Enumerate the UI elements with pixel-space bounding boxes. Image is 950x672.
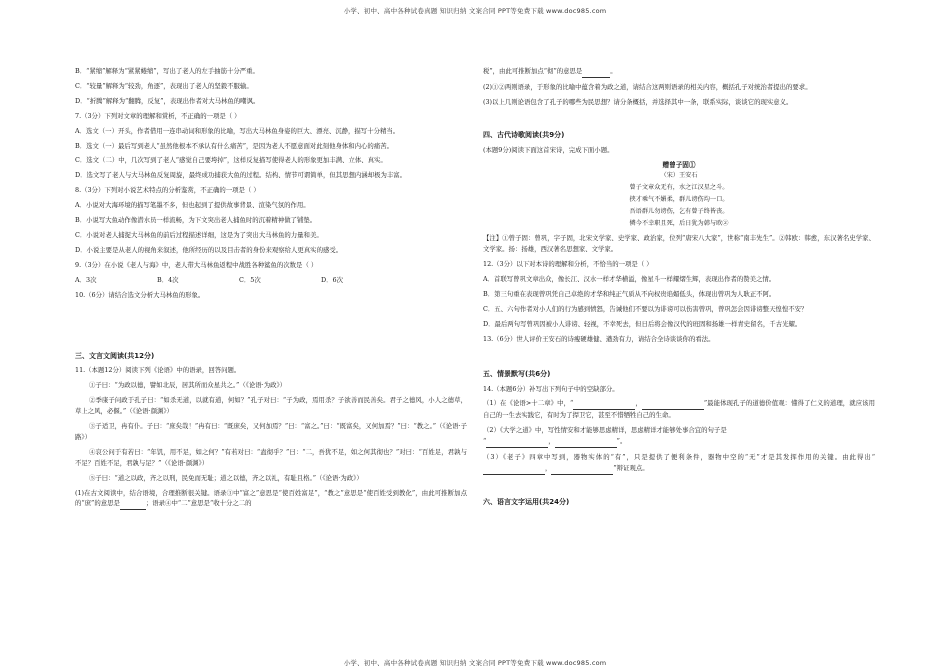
q11-sub1-text-c: 税”，由此可推断加点“彻”的意思是 — [483, 67, 583, 75]
answer-blank[interactable] — [573, 398, 635, 410]
q14-item-2 — [483, 425, 875, 448]
q11-sub2: (2)①②两则语录，于形象的比喻中蕴含着为政之道，请结合这两则语录的相关内容，概括孔子对统治者提出的要求。 — [483, 82, 812, 91]
q9-option-b: B．4次 — [157, 275, 179, 284]
q14-item-2-text-a: （2）《大学之道》中，写性情安和才能够思虑精详，思虑精详才能够处事合宜的句子是 — [483, 426, 727, 435]
q9-options — [75, 275, 467, 286]
q14-item-1-text-b: ， — [635, 399, 642, 408]
q6-option-d: D．“折腾”解释为“翻腾，反复”，表现出作者对大马林鱼的嘲讽。 — [75, 96, 260, 105]
q14-item-3 — [483, 452, 875, 475]
poem-intro: (本题9分)阅读下面这首宋诗，完成下面小题。 — [483, 145, 614, 154]
q6-option-b: B．“紧缩”解释为“紧紧蜷缩”，写出了老人的左手抽筋十分严重。 — [75, 67, 259, 75]
q14-item-3-text-a: （3）《老子》四章中写到，器物实体的“有”，只是提供了便利条件，器物中空的“无”才是其发挥作用的关键。由此得出“ — [483, 453, 875, 462]
q14-item-1-text-c: ”最能体现孔子的道德价值观：懂得了仁义的道理，就应该用自己的一生去实践它，有时为了捍卫它，甚至不惜牺牲自己的生命。 — [483, 399, 875, 420]
q14-item-2-text-b: “ — [483, 437, 487, 446]
q13-stem: 13.（6分）世人评价王安石的诗瘦硬雄健、遒劲有力，请结合全诗谈谈你的看法。 — [483, 334, 715, 343]
q14-item-2-text-d: ”。 — [616, 437, 627, 446]
poem-line-4: 憐今不幸职且死，后日犹为韩与欧② — [629, 219, 729, 227]
q14-stem: 14.（本题6分）补写出下列句子中的空缺部分。 — [483, 384, 619, 393]
q7-option-c: C．选文（二）中，几次写到了老人“感觉自己要垮掉”，这样反复描写使得老人的形象更加丰满、立体、真实。 — [75, 156, 387, 165]
q10-stem: 10.（6分）请结合选文分析大马林鱼的形象。 — [75, 290, 205, 299]
q14-item-1 — [483, 398, 875, 421]
q14-item-2-text-c: ， — [548, 437, 555, 446]
section-6-heading: 六、语言文字运用(共24分) — [483, 497, 570, 506]
q7-option-a: A．选文（一）开头，作者借用一连串动词和形象的比喻，写出大马林鱼身姿的巨大、漂亮、沉静，描写十分精当。 — [75, 126, 400, 135]
q9-option-d: D．6次 — [321, 275, 343, 284]
q9-stem: 9.（3分）在小说《老人与海》中，老人带大马林鱼返程中战胜各种鲨鱼的次数是（ ） — [75, 260, 318, 269]
answer-blank[interactable] — [582, 66, 610, 78]
q11-excerpt-3: ③子适卫，冉有仆。子曰：“庶矣哉！”冉有曰：“既庶矣，又何加焉？”曰：“富之。”曰：“既富矣，又何加焉？”曰：“教之。”（《论语·子路》） — [75, 422, 467, 441]
poem-title: 赠曾子固① — [662, 160, 696, 169]
q6-option-c: C．“较量”解释为“较劲，角逐”，表现出了老人的坚毅不服输。 — [75, 81, 253, 90]
q12-stem: 12.（3分）以下对本诗的理解和分析，不恰当的一项是（ ） — [483, 260, 653, 269]
answer-blank[interactable] — [642, 398, 704, 410]
section-4-heading: 四、古代诗歌阅读(共9分) — [483, 130, 565, 139]
q11-excerpt-4: ④哀公问于有若曰：“年饥，用不足，如之何？”有若对曰：“盍彻乎？”曰：“二，吾犹不足，如之何其彻也？”对曰：“百姓足，君孰与不足？百姓不足，君孰与足？”（《论语·颜渊》） — [75, 447, 467, 467]
poem-line-2: 挟才乘气不媚柔，群儿谤伤均一口。 — [629, 196, 729, 204]
answer-blank[interactable] — [483, 463, 545, 475]
q11-sub1-text-a: (1)在古文阅读中，结合语境，合理推断很关键。语录③中“富之”意思是“使百姓富足”，“教之”意思是“使百姓受到教化”，由此可推断加点的“庶”的意思是 — [75, 488, 467, 508]
q12-option-b: B．第三句重在表现曾巩凭自己卓绝的才华和纯正气质从不向权贵谄媚低头，体现出曾巩为人耿正不阿。 — [483, 290, 776, 299]
answer-blank[interactable] — [486, 436, 548, 448]
answer-blank[interactable] — [555, 436, 617, 448]
q14-item-3-text-b: ， — [545, 464, 552, 473]
right-column — [483, 66, 875, 508]
q7-option-d: D．选文写了老人与大马林鱼反复周旋，最终成功捕获大鱼的过程。结构、情节可谓简单，但其思想内涵却极为丰富。 — [75, 171, 407, 180]
footer-banner: 小学、初中、高中各种试卷真题 知识归纳 文案合同 PPT等免费下载 www.doc985.com — [343, 659, 607, 667]
poem-line-3: 吾语群儿勿谤伤，乞有曾子终皆丧。 — [629, 207, 729, 215]
q12-option-a: A．首联写曾巩文章出众，像长江、汉水一样才华横溢，像星斗一样耀熠生辉，表现出作者的赞美之情。 — [483, 275, 776, 284]
poem-note: 【注】①曾子固：曾巩，字子固，北宋文学家、史学家、政治家，位列“唐宋八大家”，世称“南丰先生”。②韩欧：韩愈，东汉著名史学家、文学家。扬：扬雄，西汉著名思想家、文学家。 — [483, 234, 875, 254]
section-3-heading: 三、文言文阅读(共12分) — [75, 351, 155, 360]
q11-sub1 — [75, 488, 467, 511]
q11-sub3: (3)以上几则论语包含了孔子的哪些为民思想？请分条概括，并选择其中一条，联系实际，谈谈它的现实意义。 — [483, 97, 793, 106]
q11-excerpt-2: ②季康子问政于孔子曰：“如杀无道，以就有道，何如？”孔子对曰：“子为政，焉用杀？子欲善而民善矣。君子之德风，小人之德草，草上之风，必偃。”（《论语·颜渊》） — [75, 396, 467, 416]
q8-option-c: C．小说对老人捕捉大马林鱼的前后过程描述详细，这是为了突出大马林鱼的力量和美。 — [75, 230, 323, 239]
poem-line-1: 曾子文章众无有，水之江汉星之斗。 — [629, 184, 729, 192]
q9-option-c: C．5次 — [239, 275, 261, 284]
q11-stem: 11.（本题12分）阅读下列《论语》中的语录，回答问题。 — [75, 366, 241, 375]
q7-stem: 7.（3分）下列对文章的理解和赏析，不正确的一项是（ ） — [75, 111, 241, 120]
q8-option-a: A．小说对大海环境的描写笔墨不多，但也起到了提供故事背景、渲染气氛的作用。 — [75, 201, 310, 210]
q11-excerpt-5: ⑤子曰：“道之以政，齐之以刑，民免而无耻；道之以德，齐之以礼，有耻且格。”（《论语·为政》） — [89, 473, 363, 482]
q9-option-a: A．3次 — [75, 275, 97, 284]
q8-option-d: D．小说主要是从老人的视角来叙述，他所经历的以及目击者的身份来观察给人更真实的感受。 — [75, 245, 343, 254]
q12-option-d: D．最后两句写曾巩因被小人诽谤、轻视，不幸死去，但日后将会像汉代的班固和扬雄一样青史留名，千古光耀。 — [483, 319, 802, 328]
q11-sub1-continued: 税”，由此可推断加点“彻”的意思是 。 — [483, 66, 875, 78]
poem-author: （宋）王安石 — [660, 172, 698, 180]
q8-option-b: B．小说写大鱼动作像潜水员一样流畅，为下文突出老人捕鱼时的沉着精神做了铺垫。 — [75, 216, 317, 225]
q11-sub1-text-b: ；语录④中“二”意思是“收十分之二的 — [145, 499, 252, 508]
q8-stem: 8.（3分）下列对小说艺术特点的分析鉴赏，不正确的一项是（ ） — [75, 186, 260, 195]
q14-item-1-text-a: （1）在《论语>十二章》中，“ — [483, 399, 574, 408]
q12-option-c: C．五、六句作者对小人们的行为感到愤怒，告诫他们不要以为诽谤可以伤害曾巩，曾巩怎会因诽谤整天惶惶不安？ — [483, 304, 808, 313]
left-column — [75, 66, 467, 510]
q7-option-b: B．选文（一）最后写到老人“虽然他根本不承认有什么痛苦”，是因为老人不愿意面对此刻他身体和内心的痛苦。 — [75, 141, 393, 150]
answer-blank[interactable] — [551, 463, 613, 475]
q11-excerpt-1: ①子曰：“为政以德，譬如北辰，居其所而众星共之。”（《论语·为政》） — [89, 381, 287, 390]
q14-item-3-text-c: ”辩证观点。 — [613, 464, 649, 473]
answer-blank[interactable] — [120, 498, 146, 510]
header-banner: 小学、初中、高中各种试卷真题 知识归纳 文案合同 PPT等免费下载 www.doc985.com — [343, 7, 607, 15]
section-5-heading: 五、情景默写(共6分) — [483, 369, 551, 378]
